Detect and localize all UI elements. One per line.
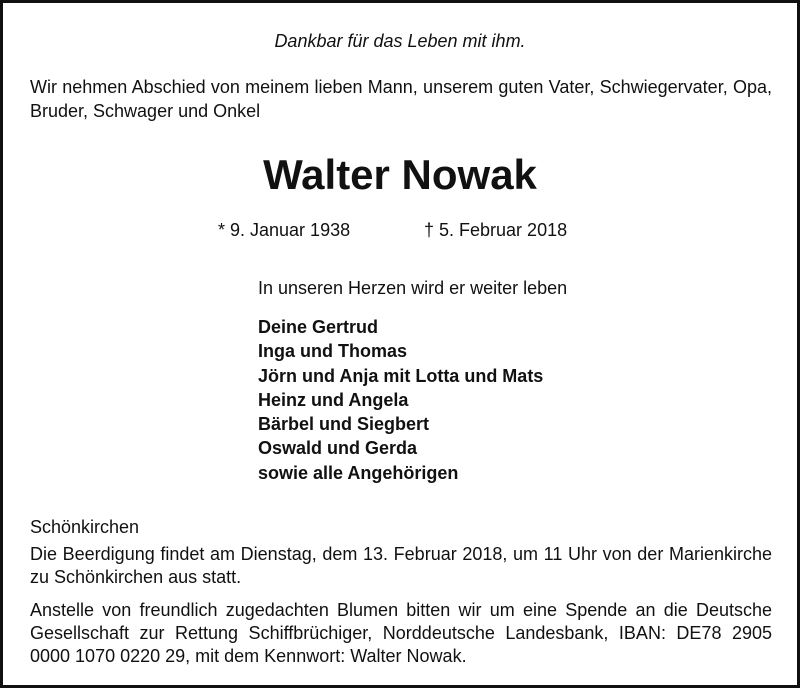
birth-date: * 9. Januar 1938 [218, 220, 351, 240]
mourners-list [258, 315, 543, 485]
mourner-item: Jörn und Anja mit Lotta und Mats [258, 365, 544, 386]
donation-info: Anstelle von freundlich zugedachten Blumen bitten wir um eine Spende an die Deutsche Gesellschaft zur Rettung Schiffbrüchiger, Norddeutsche Landesbank, IBAN: DE78 2905 0000 1070 0220 29, mit dem Kennwort: Walter Nowak. [30, 600, 772, 666]
death-date: † 5. Februar 2018 [424, 220, 568, 240]
motto: Dankbar für das Leben mit ihm. [274, 31, 526, 51]
mourner-item: Bärbel und Siegbert [258, 414, 430, 435]
mourner-item: Oswald und Gerda [258, 438, 418, 459]
intro-text: Wir nehmen Abschied von meinem lieben Mann, unserem guten Vater, Schwiegervater, Opa, Bruder, Schwager und Onkel [30, 77, 772, 121]
remembrance-line: In unseren Herzen wird er weiter leben [258, 278, 568, 298]
mourner-item: Deine Gertrud [258, 317, 379, 337]
mourner-item: Inga und Thomas [258, 341, 408, 362]
mourner-item: sowie alle Angehörigen [258, 462, 459, 483]
funeral-info: Die Beerdigung findet am Dienstag, dem 13. Februar 2018, um 11 Uhr von der Marienkirche zu Schönkirchen aus statt. [30, 544, 772, 587]
deceased-name: Walter Nowak [263, 151, 537, 198]
mourner-item: Heinz und Angela [258, 389, 409, 410]
place-name: Schönkirchen [30, 517, 140, 537]
